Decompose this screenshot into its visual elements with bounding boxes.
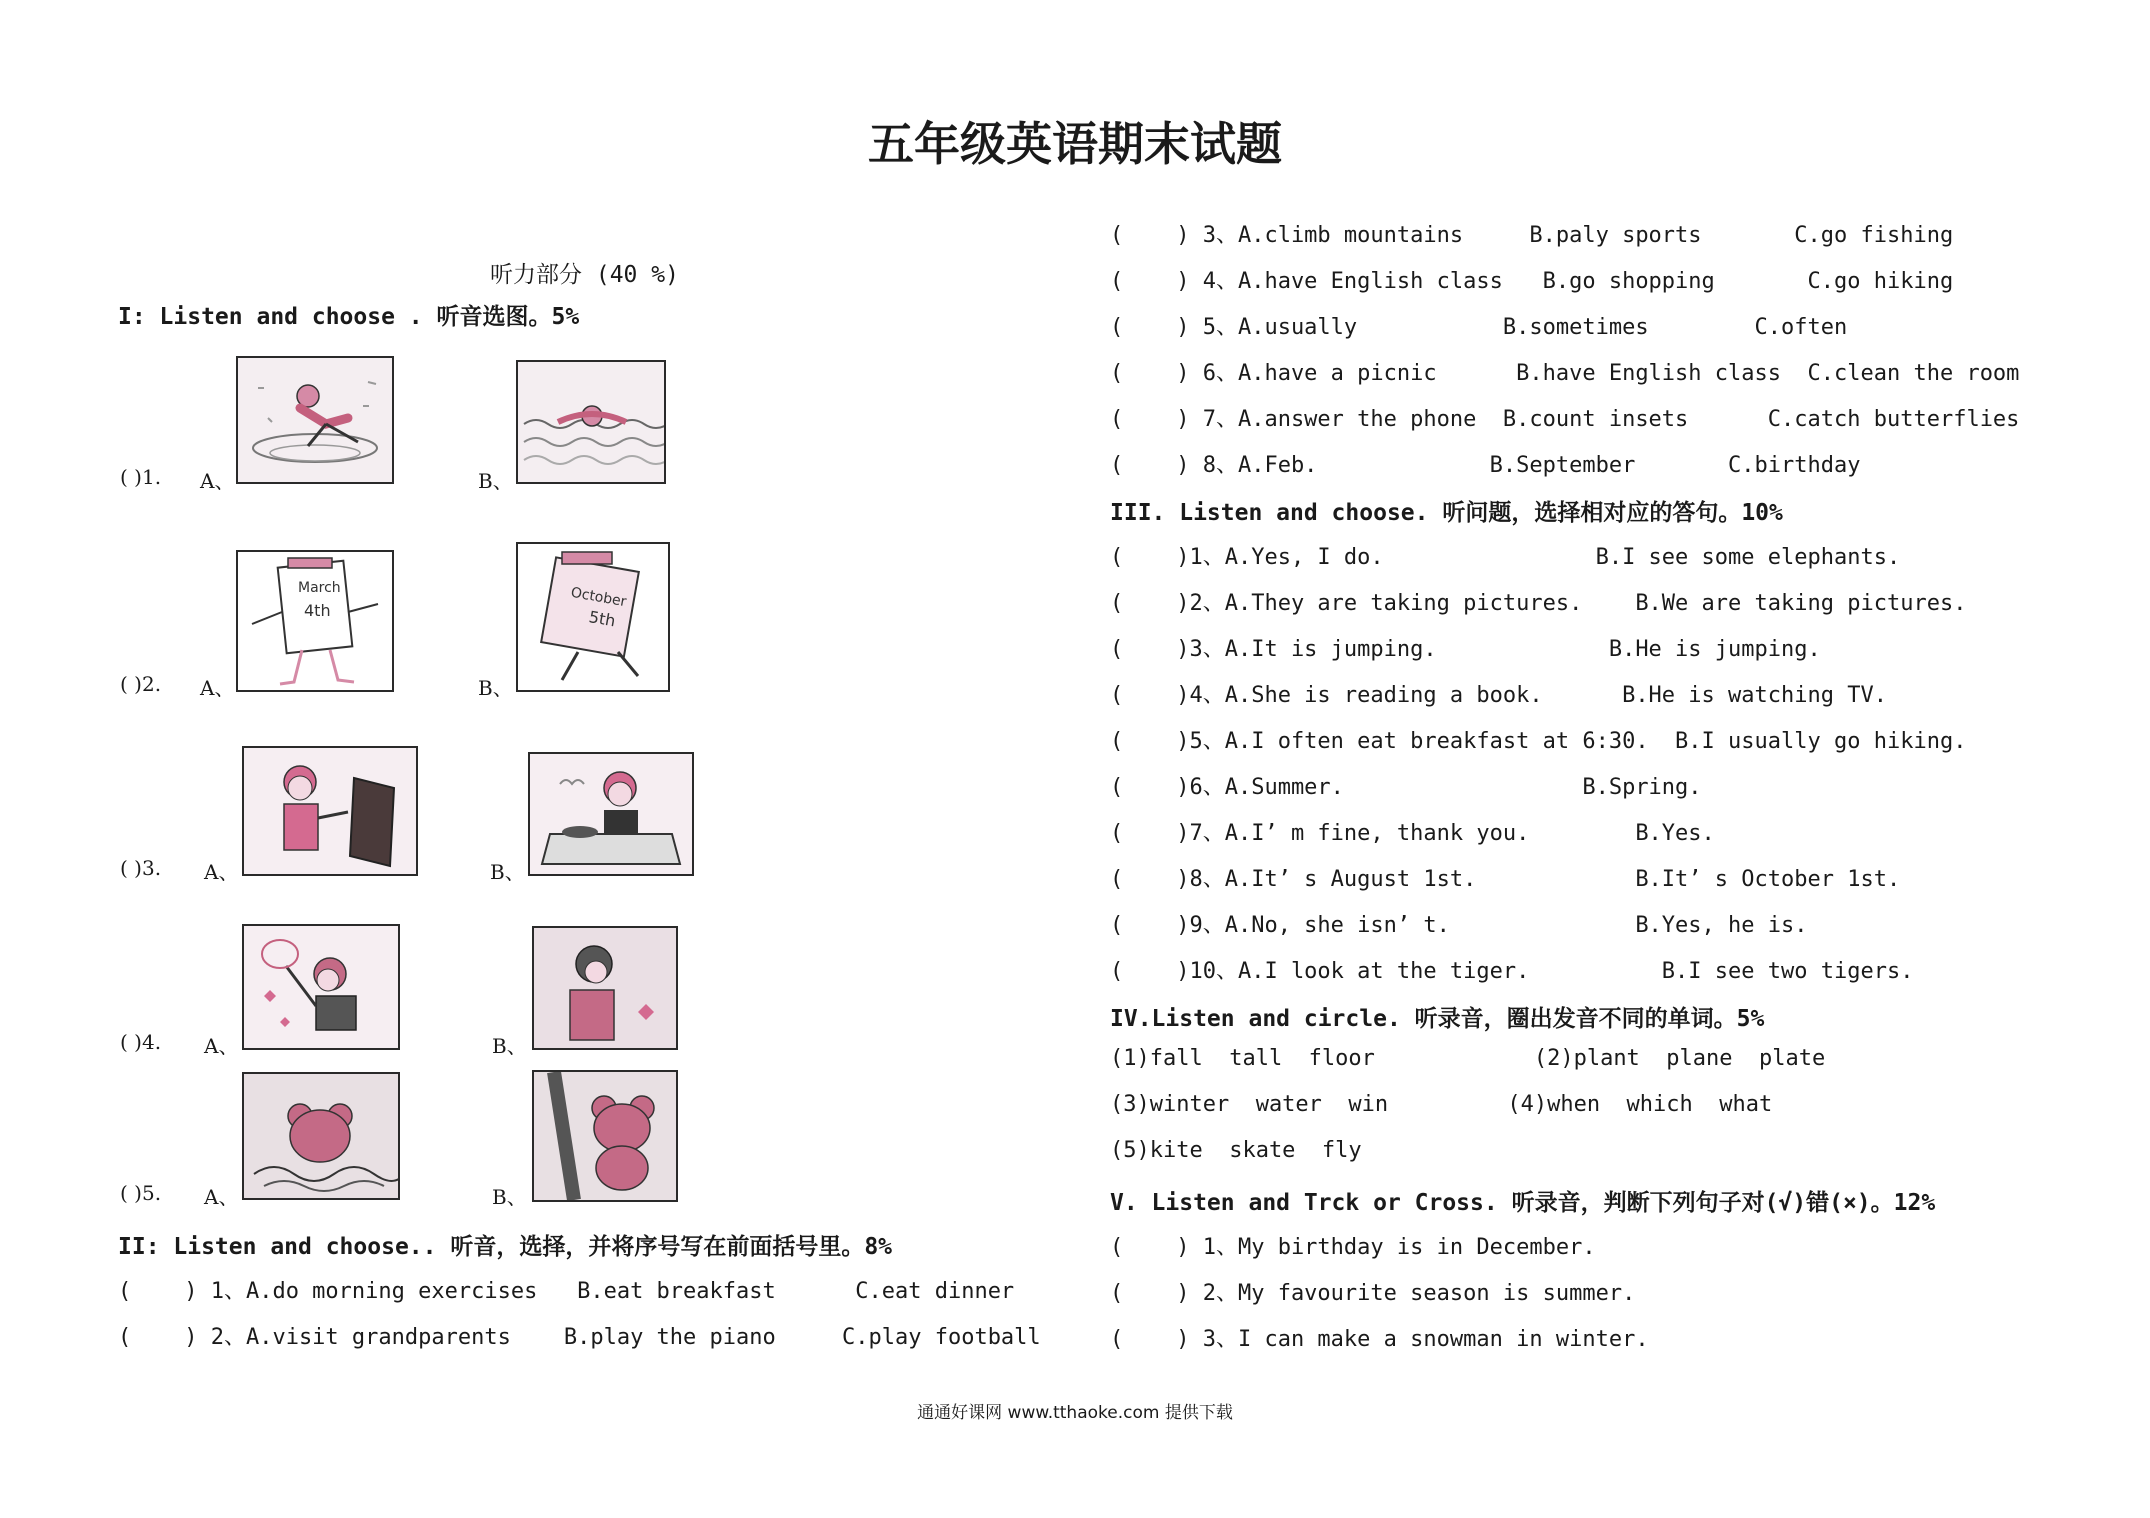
section3-item-4: ( )4、A.She is reading a book. B.He is watching TV. — [1110, 683, 1887, 708]
swimming-icon — [518, 362, 664, 482]
section3-item-10: ( )10、A.I look at the tiger. B.I see two tigers. — [1110, 959, 1914, 984]
section3-item-9: ( )9、A.No, she isn’ t. B.Yes, he is. — [1110, 913, 1808, 938]
section2-item-8: ( ) 8、A.Feb. B.September C.birthday — [1110, 453, 1861, 478]
boy-catching-butterflies-icon — [244, 926, 398, 1048]
option-a-label: A、 — [200, 676, 235, 700]
section3-item-1: ( )1、A.Yes, I do. B.I see some elephants. — [1110, 545, 1901, 570]
section4-item-2: (3)winter water win (4)when which what — [1110, 1092, 1773, 1117]
option-a-label: A、 — [200, 469, 235, 493]
section3-item-5: ( )5、A.I often eat breakfast at 6:30. B.I usually go hiking. — [1110, 729, 1967, 754]
section3-item-6: ( )6、A.Summer. B.Spring. — [1110, 775, 1702, 800]
section3-item-8: ( )8、A.It’ s August 1st. B.It’ s October 1st. — [1110, 867, 1901, 892]
section2-item-3: ( ) 3、A.climb mountains B.paly sports C.go fishing — [1110, 223, 1954, 248]
section4-item-1: (1)fall tall floor (2)plant plane plate — [1110, 1046, 1826, 1071]
swimming-picture — [516, 360, 666, 484]
section2-item-1: ( ) 1、A.do morning exercises B.eat breakfast C.eat dinner — [118, 1279, 1015, 1304]
calendar-day-text: 5th — [587, 607, 617, 631]
phone-picture — [532, 926, 678, 1050]
page-footer: 通通好课网 www.tthaoke.com 提供下载 — [917, 1403, 1233, 1423]
section2-item-6: ( ) 6、A.have a picnic B.have English class C.clean the room — [1110, 361, 2020, 386]
section1-heading: I: Listen and choose . 听音选图。5% — [118, 304, 580, 330]
listening-header: 听力部分 (40 %) — [490, 262, 679, 288]
koala-swim-picture — [242, 1072, 400, 1200]
item-number: ( )4. — [120, 1030, 162, 1054]
section5-item-3: ( ) 3、I can make a snowman in winter. — [1110, 1327, 1649, 1352]
page-title: 五年级英语期末试题 — [868, 117, 1282, 171]
cooking-picture — [528, 752, 694, 876]
option-b-label: B、 — [478, 676, 513, 700]
option-a-label: A、 — [204, 1034, 239, 1058]
skating-icon — [238, 358, 392, 482]
calendar-month-text: October — [569, 584, 628, 611]
option-b-label: B、 — [492, 1034, 527, 1058]
item-number: ( )3. — [120, 856, 162, 880]
section4-heading: IV.Listen and circle. 听录音，圈出发音不同的单词。5% — [1110, 1006, 1765, 1032]
calendar-day-text: 4th — [304, 601, 331, 620]
section3-item-2: ( )2、A.They are taking pictures. B.We are taking pictures. — [1110, 591, 1967, 616]
option-b-label: B、 — [490, 860, 525, 884]
section2-item-7: ( ) 7、A.answer the phone B.count insets C.catch butterflies — [1110, 407, 2020, 432]
section5-item-1: ( ) 1、My birthday is in December. — [1110, 1235, 1596, 1260]
option-a-label: A、 — [204, 1185, 239, 1209]
section3-item-7: ( )7、A.I’ m fine, thank you. B.Yes. — [1110, 821, 1715, 846]
calendar-march-picture — [236, 550, 394, 692]
calendar-october-picture — [516, 542, 670, 692]
section3-item-3: ( )3、A.It is jumping. B.He is jumping. — [1110, 637, 1821, 662]
butterfly-picture — [242, 924, 400, 1050]
item-number: ( )2. — [120, 672, 162, 696]
calendar-icon — [518, 544, 668, 690]
item-number: ( )5. — [120, 1181, 162, 1205]
koala-climb-picture — [532, 1070, 678, 1202]
section2-item-2: ( ) 2、A.visit grandparents B.play the piano C.play football — [118, 1325, 1041, 1350]
skating-picture — [236, 356, 394, 484]
koala-climbing-icon — [534, 1072, 676, 1200]
option-a-label: A、 — [204, 860, 239, 884]
option-b-label: B、 — [478, 469, 513, 493]
painting-picture — [242, 746, 418, 876]
section5-heading: V. Listen and Trck or Cross. 听录音，判断下列句子对(√)错(×)。12% — [1110, 1190, 1936, 1216]
girl-cooking-icon — [530, 754, 692, 874]
section3-heading: III. Listen and choose. 听问题，选择相对应的答句。10% — [1110, 500, 1783, 526]
calendar-month-text: March — [298, 580, 341, 596]
section2-heading: II: Listen and choose.. 听音，选择，并将序号写在前面括号里。8% — [118, 1234, 893, 1260]
section2-item-5: ( ) 5、A.usually B.sometimes C.often — [1110, 315, 1848, 340]
section4-item-3: (5)kite skate fly — [1110, 1138, 1362, 1163]
koala-swimming-icon — [244, 1074, 398, 1198]
section5-item-2: ( ) 2、My favourite season is summer. — [1110, 1281, 1636, 1306]
calendar-icon — [238, 552, 392, 690]
option-b-label: B、 — [492, 1185, 527, 1209]
girl-painting-icon — [244, 748, 416, 874]
section2-item-4: ( ) 4、A.have English class B.go shopping C.go hiking — [1110, 269, 1954, 294]
item-number: ( )1. — [120, 465, 162, 489]
girl-on-phone-icon — [534, 928, 676, 1048]
